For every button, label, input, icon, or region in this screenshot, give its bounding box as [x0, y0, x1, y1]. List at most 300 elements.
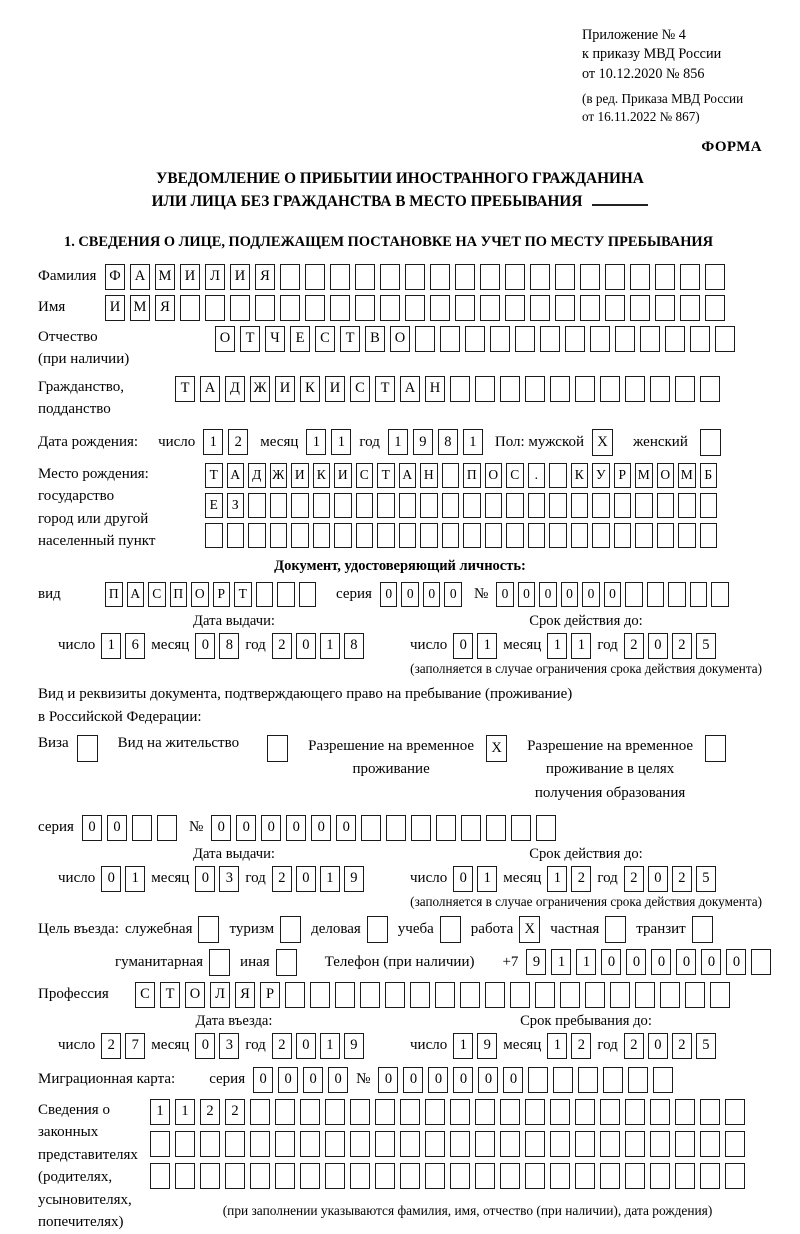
form-cell[interactable] [751, 949, 771, 975]
form-cell[interactable]: Р [614, 463, 632, 488]
form-cell[interactable]: С [506, 463, 524, 488]
form-cell[interactable]: 2 [272, 866, 292, 892]
form-cell[interactable] [385, 982, 405, 1008]
form-cell[interactable] [280, 295, 300, 321]
form-cell[interactable] [614, 523, 632, 548]
form-cell[interactable] [657, 523, 675, 548]
form-cell[interactable]: П [170, 582, 188, 607]
form-cell[interactable] [291, 493, 309, 518]
form-cell[interactable]: 0 [601, 949, 621, 975]
form-cell[interactable]: 1 [331, 429, 351, 455]
form-cell[interactable] [549, 463, 567, 488]
form-cell[interactable]: 1 [453, 1033, 473, 1059]
form-cell[interactable] [440, 326, 460, 352]
form-cell[interactable]: 9 [413, 429, 433, 455]
form-cell[interactable] [250, 1099, 270, 1125]
form-cell[interactable] [635, 493, 653, 518]
form-cell[interactable] [325, 1099, 345, 1125]
form-cell[interactable] [77, 735, 98, 762]
form-cell[interactable]: М [678, 463, 696, 488]
form-cell[interactable]: Т [377, 463, 395, 488]
form-cell[interactable] [725, 1099, 745, 1125]
form-cell[interactable] [355, 264, 375, 290]
form-cell[interactable] [605, 295, 625, 321]
form-cell[interactable] [500, 1131, 520, 1157]
form-cell[interactable] [230, 295, 250, 321]
form-cell[interactable] [450, 1131, 470, 1157]
form-cell[interactable] [455, 264, 475, 290]
form-cell[interactable] [550, 1099, 570, 1125]
form-cell[interactable] [300, 1131, 320, 1157]
form-cell[interactable]: 1 [320, 1033, 340, 1059]
form-cell[interactable]: С [356, 463, 374, 488]
form-cell[interactable] [200, 1163, 220, 1189]
form-cell[interactable]: 0 [403, 1067, 423, 1093]
form-cell[interactable]: 0 [311, 815, 331, 841]
form-cell[interactable]: 9 [477, 1033, 497, 1059]
form-cell[interactable] [600, 376, 620, 402]
form-cell[interactable] [550, 1163, 570, 1189]
form-cell[interactable] [571, 523, 589, 548]
form-cell[interactable] [700, 376, 720, 402]
form-cell[interactable] [650, 1099, 670, 1125]
form-cell[interactable] [455, 295, 475, 321]
form-cell[interactable] [678, 493, 696, 518]
form-cell[interactable]: 1 [101, 633, 121, 659]
form-cell[interactable] [270, 493, 288, 518]
form-cell[interactable] [299, 582, 317, 607]
form-cell[interactable]: О [390, 326, 410, 352]
form-cell[interactable] [555, 295, 575, 321]
form-cell[interactable] [500, 1099, 520, 1125]
form-cell[interactable] [205, 523, 223, 548]
form-cell[interactable] [668, 582, 686, 607]
form-cell[interactable]: 1 [463, 429, 483, 455]
form-cell[interactable] [460, 982, 480, 1008]
form-cell[interactable] [625, 376, 645, 402]
form-cell[interactable] [490, 326, 510, 352]
form-cell[interactable]: 0 [296, 633, 316, 659]
form-cell[interactable]: Т [175, 376, 195, 402]
form-cell[interactable]: 0 [648, 1033, 668, 1059]
form-cell[interactable] [350, 1131, 370, 1157]
form-cell[interactable] [180, 295, 200, 321]
form-cell[interactable]: 3 [219, 866, 239, 892]
form-cell[interactable] [560, 982, 580, 1008]
form-cell[interactable]: 2 [571, 1033, 591, 1059]
form-cell[interactable]: 2 [225, 1099, 245, 1125]
form-cell[interactable] [430, 295, 450, 321]
form-cell[interactable] [525, 1099, 545, 1125]
form-cell[interactable] [511, 815, 531, 841]
form-cell[interactable] [610, 982, 630, 1008]
form-cell[interactable] [300, 1163, 320, 1189]
form-cell[interactable] [435, 982, 455, 1008]
form-cell[interactable] [525, 376, 545, 402]
form-cell[interactable]: 0 [453, 866, 473, 892]
form-cell[interactable]: 3 [219, 1033, 239, 1059]
form-cell[interactable]: X [592, 429, 613, 456]
form-cell[interactable] [225, 1163, 245, 1189]
form-cell[interactable] [549, 523, 567, 548]
form-cell[interactable]: Ж [250, 376, 270, 402]
form-cell[interactable]: 2 [272, 1033, 292, 1059]
form-cell[interactable]: 0 [423, 582, 441, 607]
form-cell[interactable]: А [200, 376, 220, 402]
form-cell[interactable] [132, 815, 152, 841]
form-cell[interactable] [360, 982, 380, 1008]
form-cell[interactable]: 0 [478, 1067, 498, 1093]
form-cell[interactable] [710, 982, 730, 1008]
form-cell[interactable]: П [105, 582, 123, 607]
form-cell[interactable]: 0 [561, 582, 579, 607]
form-cell[interactable] [655, 295, 675, 321]
form-cell[interactable] [248, 493, 266, 518]
form-cell[interactable]: 1 [477, 866, 497, 892]
form-cell[interactable] [592, 523, 610, 548]
form-cell[interactable]: Т [160, 982, 180, 1008]
form-cell[interactable]: Л [210, 982, 230, 1008]
form-cell[interactable] [267, 735, 288, 762]
form-cell[interactable] [675, 1131, 695, 1157]
form-cell[interactable]: 0 [496, 582, 514, 607]
form-cell[interactable] [603, 1067, 623, 1093]
form-cell[interactable] [442, 493, 460, 518]
form-cell[interactable] [334, 493, 352, 518]
form-cell[interactable] [506, 523, 524, 548]
form-cell[interactable]: 8 [219, 633, 239, 659]
form-cell[interactable]: 0 [195, 866, 215, 892]
form-cell[interactable] [227, 523, 245, 548]
form-cell[interactable]: 0 [651, 949, 671, 975]
form-cell[interactable]: О [657, 463, 675, 488]
form-cell[interactable] [635, 982, 655, 1008]
form-cell[interactable] [575, 376, 595, 402]
form-cell[interactable]: 1 [320, 633, 340, 659]
form-cell[interactable] [528, 1067, 548, 1093]
form-cell[interactable]: 2 [672, 866, 692, 892]
form-cell[interactable]: 0 [236, 815, 256, 841]
form-cell[interactable]: 0 [648, 633, 668, 659]
form-cell[interactable] [157, 815, 177, 841]
form-cell[interactable]: 2 [228, 429, 248, 455]
form-cell[interactable]: С [135, 982, 155, 1008]
form-cell[interactable] [270, 523, 288, 548]
form-cell[interactable]: Я [235, 982, 255, 1008]
form-cell[interactable] [480, 295, 500, 321]
form-cell[interactable]: 5 [696, 1033, 716, 1059]
form-cell[interactable] [355, 295, 375, 321]
form-cell[interactable]: 0 [518, 582, 536, 607]
form-cell[interactable]: 1 [388, 429, 408, 455]
form-cell[interactable] [530, 295, 550, 321]
form-cell[interactable] [580, 295, 600, 321]
form-cell[interactable]: 1 [203, 429, 223, 455]
form-cell[interactable]: А [227, 463, 245, 488]
form-cell[interactable] [705, 735, 726, 762]
form-cell[interactable] [150, 1131, 170, 1157]
form-cell[interactable]: 1 [306, 429, 326, 455]
form-cell[interactable]: 2 [624, 866, 644, 892]
form-cell[interactable]: 5 [696, 633, 716, 659]
form-cell[interactable]: 1 [320, 866, 340, 892]
form-cell[interactable] [528, 493, 546, 518]
form-cell[interactable] [150, 1163, 170, 1189]
form-cell[interactable] [530, 264, 550, 290]
form-cell[interactable] [692, 916, 713, 943]
form-cell[interactable]: 0 [648, 866, 668, 892]
form-cell[interactable] [600, 1163, 620, 1189]
form-cell[interactable] [405, 264, 425, 290]
form-cell[interactable] [175, 1163, 195, 1189]
form-cell[interactable]: 0 [101, 866, 121, 892]
form-cell[interactable] [680, 264, 700, 290]
form-cell[interactable]: 0 [453, 1067, 473, 1093]
form-cell[interactable] [461, 815, 481, 841]
form-cell[interactable] [356, 493, 374, 518]
form-cell[interactable] [680, 295, 700, 321]
form-cell[interactable] [415, 326, 435, 352]
form-cell[interactable]: Ч [265, 326, 285, 352]
form-cell[interactable] [700, 1099, 720, 1125]
form-cell[interactable]: О [485, 463, 503, 488]
form-cell[interactable]: С [350, 376, 370, 402]
form-cell[interactable] [485, 982, 505, 1008]
form-cell[interactable] [410, 982, 430, 1008]
form-cell[interactable] [430, 264, 450, 290]
form-cell[interactable]: Н [420, 463, 438, 488]
form-cell[interactable]: 0 [401, 582, 419, 607]
form-cell[interactable] [675, 1099, 695, 1125]
form-cell[interactable]: М [635, 463, 653, 488]
form-cell[interactable] [625, 582, 643, 607]
form-cell[interactable]: 1 [547, 1033, 567, 1059]
form-cell[interactable] [614, 493, 632, 518]
form-cell[interactable]: 0 [701, 949, 721, 975]
form-cell[interactable]: 1 [576, 949, 596, 975]
form-cell[interactable] [640, 326, 660, 352]
form-cell[interactable] [350, 1099, 370, 1125]
form-cell[interactable] [350, 1163, 370, 1189]
form-cell[interactable] [356, 523, 374, 548]
form-cell[interactable] [505, 264, 525, 290]
form-cell[interactable] [300, 1099, 320, 1125]
form-cell[interactable] [325, 1163, 345, 1189]
form-cell[interactable]: 9 [344, 866, 364, 892]
form-cell[interactable] [605, 264, 625, 290]
form-cell[interactable] [625, 1163, 645, 1189]
form-cell[interactable] [700, 429, 721, 456]
form-cell[interactable] [276, 949, 297, 976]
form-cell[interactable]: И [180, 264, 200, 290]
form-cell[interactable]: И [291, 463, 309, 488]
form-cell[interactable] [575, 1163, 595, 1189]
form-cell[interactable]: 1 [547, 866, 567, 892]
form-cell[interactable] [405, 295, 425, 321]
form-cell[interactable] [725, 1163, 745, 1189]
form-cell[interactable]: 1 [571, 633, 591, 659]
form-cell[interactable] [361, 815, 381, 841]
form-cell[interactable] [705, 264, 725, 290]
form-cell[interactable]: Р [213, 582, 231, 607]
form-cell[interactable] [367, 916, 388, 943]
form-cell[interactable]: Я [155, 295, 175, 321]
form-cell[interactable] [450, 1163, 470, 1189]
form-cell[interactable]: Ф [105, 264, 125, 290]
form-cell[interactable] [690, 326, 710, 352]
form-cell[interactable] [425, 1099, 445, 1125]
form-cell[interactable]: 0 [253, 1067, 273, 1093]
form-cell[interactable] [700, 1131, 720, 1157]
form-cell[interactable] [285, 982, 305, 1008]
form-cell[interactable] [248, 523, 266, 548]
form-cell[interactable] [420, 523, 438, 548]
form-cell[interactable] [411, 815, 431, 841]
form-cell[interactable] [325, 1131, 345, 1157]
form-cell[interactable] [436, 815, 456, 841]
form-cell[interactable]: 0 [261, 815, 281, 841]
form-cell[interactable] [510, 982, 530, 1008]
form-cell[interactable] [305, 295, 325, 321]
form-cell[interactable]: 1 [547, 633, 567, 659]
form-cell[interactable] [705, 295, 725, 321]
form-cell[interactable] [377, 523, 395, 548]
form-cell[interactable]: Я [255, 264, 275, 290]
form-cell[interactable]: О [215, 326, 235, 352]
form-cell[interactable] [647, 582, 665, 607]
form-cell[interactable] [334, 523, 352, 548]
form-cell[interactable] [565, 326, 585, 352]
form-cell[interactable]: И [325, 376, 345, 402]
form-cell[interactable] [305, 264, 325, 290]
form-cell[interactable]: К [571, 463, 589, 488]
form-cell[interactable] [600, 1131, 620, 1157]
form-cell[interactable]: Т [234, 582, 252, 607]
form-cell[interactable] [678, 523, 696, 548]
form-cell[interactable]: 0 [286, 815, 306, 841]
form-cell[interactable]: Е [205, 493, 223, 518]
form-cell[interactable] [575, 1099, 595, 1125]
form-cell[interactable]: Л [205, 264, 225, 290]
form-cell[interactable]: А [130, 264, 150, 290]
form-cell[interactable]: 0 [726, 949, 746, 975]
form-cell[interactable]: 0 [82, 815, 102, 841]
form-cell[interactable] [375, 1131, 395, 1157]
form-cell[interactable]: В [365, 326, 385, 352]
form-cell[interactable] [550, 376, 570, 402]
form-cell[interactable] [256, 582, 274, 607]
form-cell[interactable] [580, 264, 600, 290]
form-cell[interactable]: И [230, 264, 250, 290]
form-cell[interactable]: К [300, 376, 320, 402]
form-cell[interactable]: 2 [624, 633, 644, 659]
form-cell[interactable] [653, 1067, 673, 1093]
form-cell[interactable]: Т [205, 463, 223, 488]
form-cell[interactable] [711, 582, 729, 607]
form-cell[interactable] [475, 1163, 495, 1189]
form-cell[interactable]: И [275, 376, 295, 402]
form-cell[interactable]: 0 [278, 1067, 298, 1093]
form-cell[interactable]: 1 [150, 1099, 170, 1125]
form-cell[interactable]: 0 [444, 582, 462, 607]
form-cell[interactable] [650, 1163, 670, 1189]
form-cell[interactable]: 8 [438, 429, 458, 455]
form-cell[interactable]: 0 [380, 582, 398, 607]
form-cell[interactable] [528, 523, 546, 548]
form-cell[interactable] [465, 326, 485, 352]
form-cell[interactable] [425, 1163, 445, 1189]
form-cell[interactable] [399, 493, 417, 518]
form-cell[interactable] [291, 523, 309, 548]
form-cell[interactable] [420, 493, 438, 518]
form-cell[interactable] [585, 982, 605, 1008]
form-cell[interactable] [375, 1099, 395, 1125]
form-cell[interactable] [700, 523, 718, 548]
form-cell[interactable]: 2 [624, 1033, 644, 1059]
form-cell[interactable]: X [486, 735, 507, 762]
form-cell[interactable] [375, 1163, 395, 1189]
form-cell[interactable] [255, 295, 275, 321]
form-cell[interactable] [650, 376, 670, 402]
form-cell[interactable] [400, 1099, 420, 1125]
form-cell[interactable]: О [185, 982, 205, 1008]
form-cell[interactable] [400, 1131, 420, 1157]
form-cell[interactable]: 0 [626, 949, 646, 975]
form-cell[interactable] [590, 326, 610, 352]
form-cell[interactable] [310, 982, 330, 1008]
form-cell[interactable] [313, 523, 331, 548]
form-cell[interactable]: А [399, 463, 417, 488]
form-cell[interactable] [440, 916, 461, 943]
form-cell[interactable]: X [519, 916, 540, 943]
form-cell[interactable] [675, 1163, 695, 1189]
form-cell[interactable]: С [315, 326, 335, 352]
form-cell[interactable]: 2 [672, 633, 692, 659]
form-cell[interactable] [475, 1131, 495, 1157]
form-cell[interactable]: 0 [604, 582, 622, 607]
form-cell[interactable] [550, 1131, 570, 1157]
form-cell[interactable] [555, 264, 575, 290]
form-cell[interactable] [250, 1163, 270, 1189]
form-cell[interactable]: 0 [503, 1067, 523, 1093]
form-cell[interactable] [600, 1099, 620, 1125]
form-cell[interactable] [380, 264, 400, 290]
form-cell[interactable] [475, 376, 495, 402]
form-cell[interactable] [450, 1099, 470, 1125]
form-cell[interactable] [198, 916, 219, 943]
form-cell[interactable] [400, 1163, 420, 1189]
form-cell[interactable] [635, 523, 653, 548]
form-cell[interactable] [506, 493, 524, 518]
form-cell[interactable] [685, 982, 705, 1008]
form-cell[interactable] [450, 376, 470, 402]
form-cell[interactable]: 0 [336, 815, 356, 841]
form-cell[interactable]: 0 [378, 1067, 398, 1093]
form-cell[interactable] [425, 1131, 445, 1157]
form-cell[interactable]: 6 [125, 633, 145, 659]
form-cell[interactable] [275, 1099, 295, 1125]
form-cell[interactable]: 1 [175, 1099, 195, 1125]
form-cell[interactable]: Е [290, 326, 310, 352]
form-cell[interactable] [700, 493, 718, 518]
form-cell[interactable] [553, 1067, 573, 1093]
form-cell[interactable]: 0 [582, 582, 600, 607]
form-cell[interactable] [280, 264, 300, 290]
form-cell[interactable]: Д [248, 463, 266, 488]
form-cell[interactable]: 0 [676, 949, 696, 975]
form-cell[interactable]: 2 [101, 1033, 121, 1059]
form-cell[interactable] [500, 376, 520, 402]
